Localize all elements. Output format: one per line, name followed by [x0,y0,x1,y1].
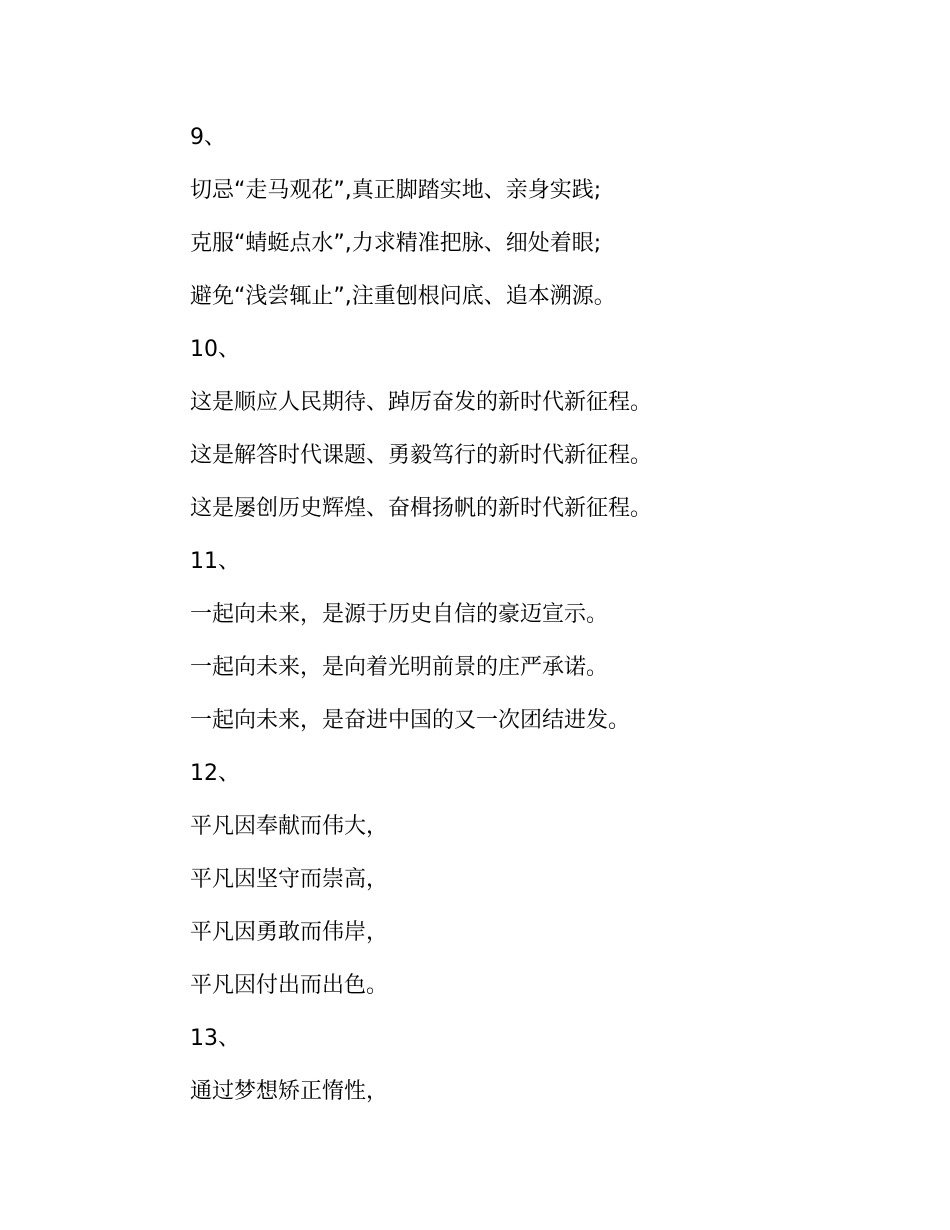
section-number-12: 12、 [190,761,240,786]
section-number-13: 13、 [190,1026,240,1051]
text-line: 这是解答时代课题、勇毅笃行的新时代新征程。 [190,443,653,468]
text-line: 切忌“走马观花”,真正脚踏实地、亲身实践; [190,178,602,203]
text-line: 平凡因付出而出色。 [190,973,389,998]
text-line: 平凡因奉献而伟大， [190,814,389,839]
text-line: 一起向未来，是奋进中国的又一次团结进发。 [190,708,631,733]
section-number-10: 10、 [190,337,240,362]
text-line: 这是屡创历史辉煌、奋楫扬帆的新时代新征程。 [190,496,653,521]
text-line: 一起向未来，是源于历史自信的豪迈宣示。 [190,602,609,627]
text-line: 这是顺应人民期待、踔厉奋发的新时代新征程。 [190,390,653,415]
document-body [190,120,890,1127]
text-line: 平凡因坚守而崇高， [190,867,389,892]
text-line: 克服“蜻蜓点水”,力求精准把脉、细处着眼; [190,231,602,256]
section-number-11: 11、 [190,549,240,574]
text-line: 平凡因勇敢而伟岸， [190,920,389,945]
text-line: 避免“浅尝辄止”,注重刨根问底、追本溯源。 [190,284,616,309]
section-number-9: 9、 [190,125,226,150]
text-line: 一起向未来，是向着光明前景的庄严承诺。 [190,655,609,680]
text-line: 通过梦想矫正惰性， [190,1079,389,1104]
